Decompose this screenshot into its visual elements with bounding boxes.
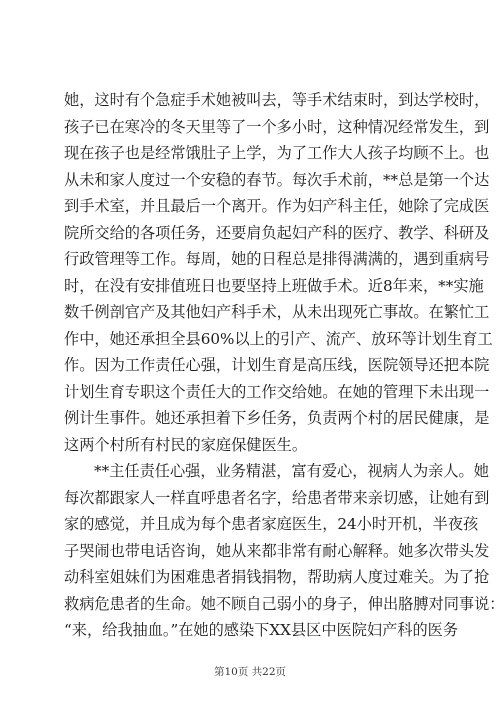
text-line: “来，给我抽血。”在她的感染下XX县区中医院妇产科的医务 — [64, 621, 459, 639]
text-line: 作。因为工作责任心强，计划生育是高压线，医院领导还把本院 — [64, 356, 490, 374]
text-line: 救病危患者的生命。她不顾自己弱小的身子，伸出胳膊对同事说： — [64, 594, 504, 613]
paragraph — [64, 458, 504, 644]
paragraph — [64, 87, 493, 458]
text-line: 家的感觉，并且成为每个患者家庭医生，24小时开机，半夜孩 — [64, 515, 479, 533]
text-line: 作中，她还承担全县60%以上的引产、流产、放环等计划生育工 — [64, 329, 493, 348]
text-line: 数千例剖官产及其他妇产科手术，从未出现死亡事故。在繁忙工 — [64, 303, 490, 321]
text-line: 她，这时有个急症手术她被叫去，等手术结束时，到达学校时， — [64, 91, 490, 109]
text-line: 每次都跟家人一样直呼患者名字，给患者带来亲切感，让她有到 — [64, 488, 490, 507]
text-line: 动科室姐妹们为困难患者捐钱捐物，帮助病人度过难关。为了抢 — [64, 568, 490, 586]
text-line: 子哭闹也带电话咨询，她从来都非常有耐心解释。她多次带头发 — [64, 541, 490, 560]
text-line: 计划生育专职这个责任大的工作交给她。在她的管理下未出现一 — [64, 382, 490, 401]
text-line: 时，在没有安排值班日也要坚持上班做手术。近8年来，**实施 — [64, 276, 484, 295]
text-line: 孩子已在寒冷的冬天里等了一个多小时，这种情况经常发生，到 — [64, 117, 490, 136]
page-footer: 第10页 共22页 — [213, 666, 287, 678]
text-line: 行政管理等工作。每周，她的日程总是排得满满的，遇到重病号 — [64, 250, 490, 268]
document-body — [64, 87, 504, 644]
text-line: 院所交给的各项任务，还要肩负起妇产科的医疗、教学、科研及 — [64, 223, 490, 242]
text-line: 到手术室，并且最后一个离开。作为妇产科主任，她除了完成医 — [64, 197, 490, 215]
text-line: 现在孩子也是经常饿肚子上学，为了工作大人孩子均顾不上。也 — [64, 144, 490, 162]
text-line: **主任责任心强，业务精湛，富有爱心，视病人为亲人。她 — [94, 462, 489, 480]
text-line: 例计生事件。她还承担着下乡任务，负责两个村的居民健康，是 — [64, 409, 490, 427]
text-line: 这两个村所有村民的家庭保健医生。 — [64, 435, 307, 454]
text-line: 从未和家人度过一个安稳的春节。每次手术前，**总是第一个达 — [64, 170, 490, 189]
